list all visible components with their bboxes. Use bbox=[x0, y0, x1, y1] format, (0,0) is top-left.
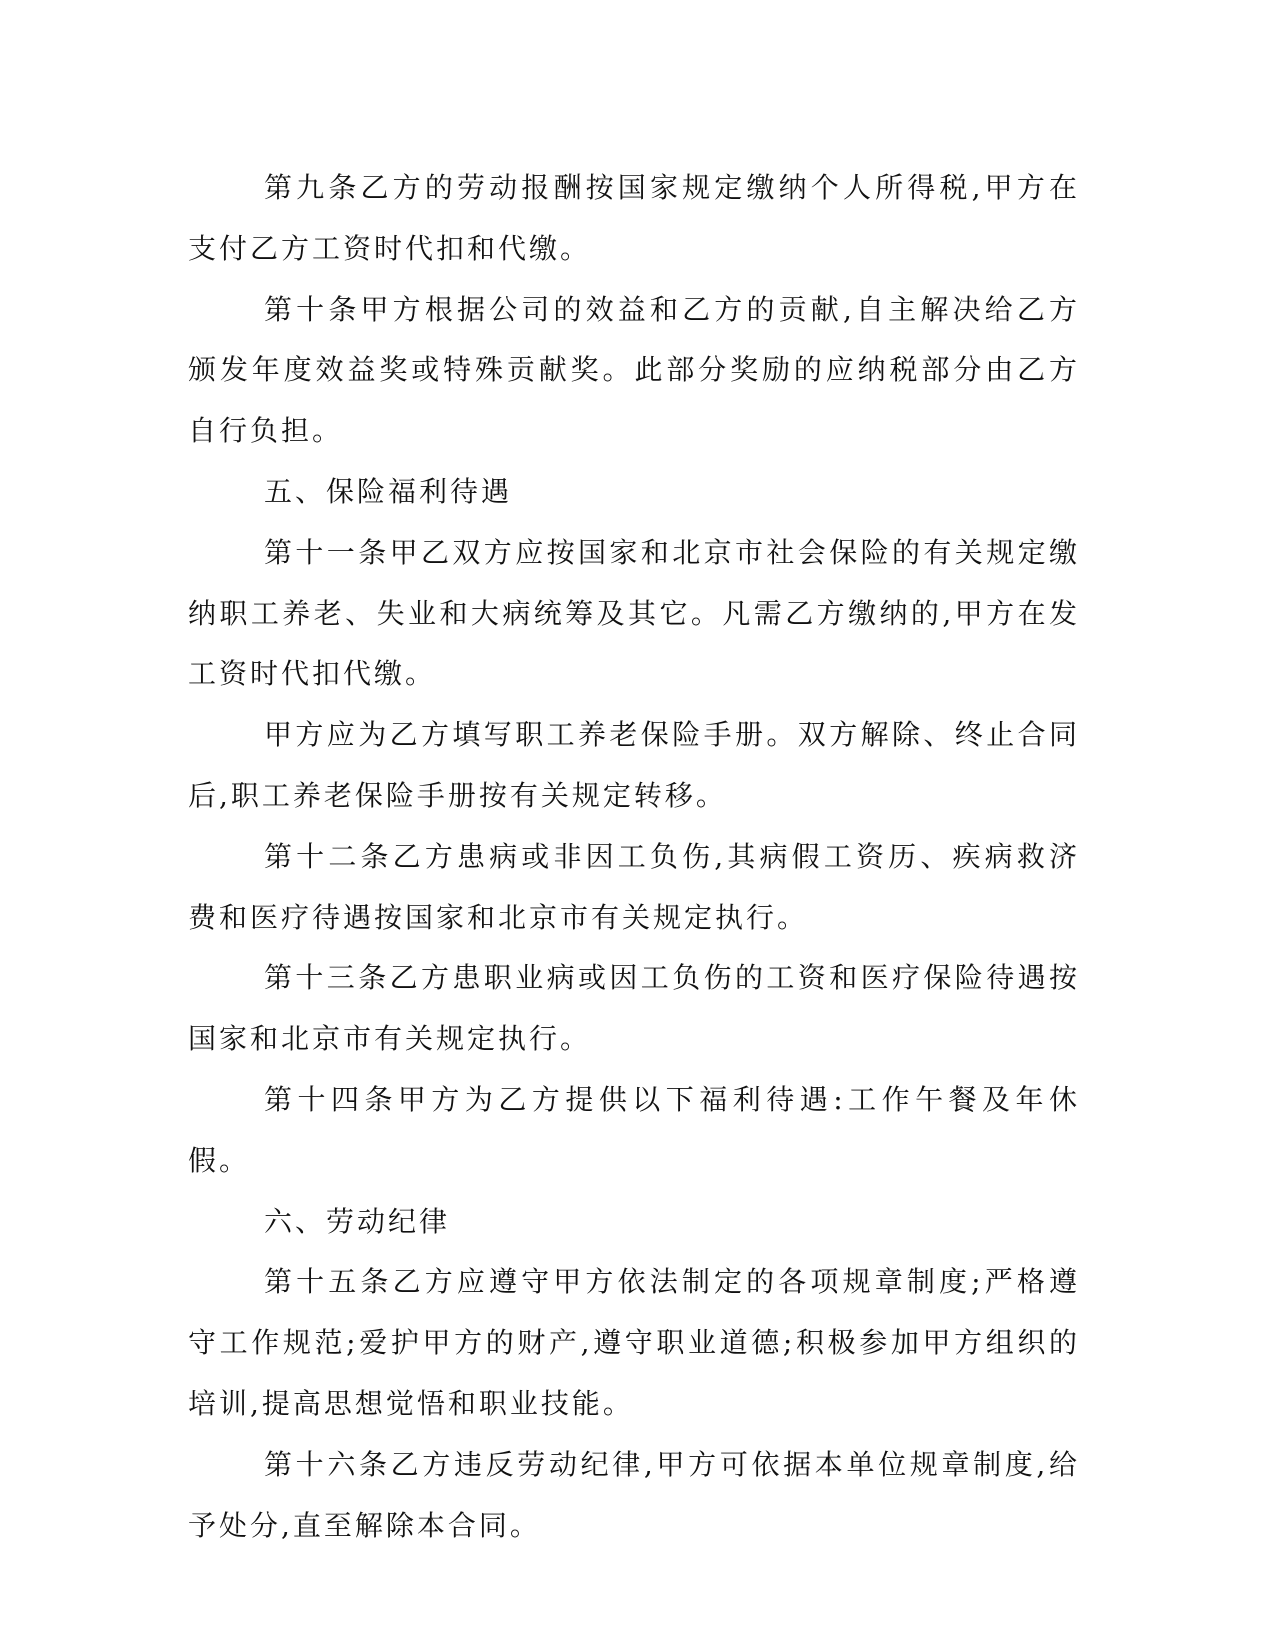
paragraph-article-12: 第十二条乙方患病或非因工负伤,其病假工资历、疾病救济费和医疗待遇按国家和北京市有关规定执行。 bbox=[188, 839, 1080, 934]
paragraph-article-11: 第十一条甲乙双方应按国家和北京市社会保险的有关规定缴纳职工养老、失业和大病统筹及其它。凡需乙方缴纳的,甲方在发工资时代扣代缴。 bbox=[188, 535, 1080, 691]
paragraph-article-15: 第十五条乙方应遵守甲方依法制定的各项规章制度;严格遵守工作规范;爱护甲方的财产,遵守职业道德;积极参加甲方组织的培训,提高思想觉悟和职业技能。 bbox=[188, 1265, 1080, 1420]
paragraph-article-10: 第十条甲方根据公司的效益和乙方的贡献,自主解决给乙方颁发年度效益奖或特殊贡献奖。此部分奖励的应纳税部分由乙方自行负担。 bbox=[188, 292, 1080, 448]
section-heading-insurance-welfare: 五、保险福利待遇 bbox=[264, 474, 513, 508]
paragraph-pension-handbook: 甲方应为乙方填写职工养老保险手册。双方解除、终止合同后,职工养老保险手册按有关规定转移。 bbox=[188, 718, 1080, 812]
paragraph-article-16: 第十六条乙方违反劳动纪律,甲方可依据本单位规章制度,给予处分,直至解除本合同。 bbox=[188, 1447, 1080, 1542]
document-body bbox=[188, 158, 1080, 1556]
paragraph-article-13: 第十三条乙方患职业病或因工负伤的工资和医疗保险待遇按国家和北京市有关规定执行。 bbox=[188, 961, 1080, 1056]
paragraph-article-9: 第九条乙方的劳动报酬按国家规定缴纳个人所得税,甲方在支付乙方工资时代扣和代缴。 bbox=[188, 171, 1080, 265]
paragraph-article-14: 第十四条甲方为乙方提供以下福利待遇:工作午餐及年休假。 bbox=[188, 1082, 1080, 1177]
section-heading-labor-discipline: 六、劳动纪律 bbox=[264, 1204, 451, 1238]
